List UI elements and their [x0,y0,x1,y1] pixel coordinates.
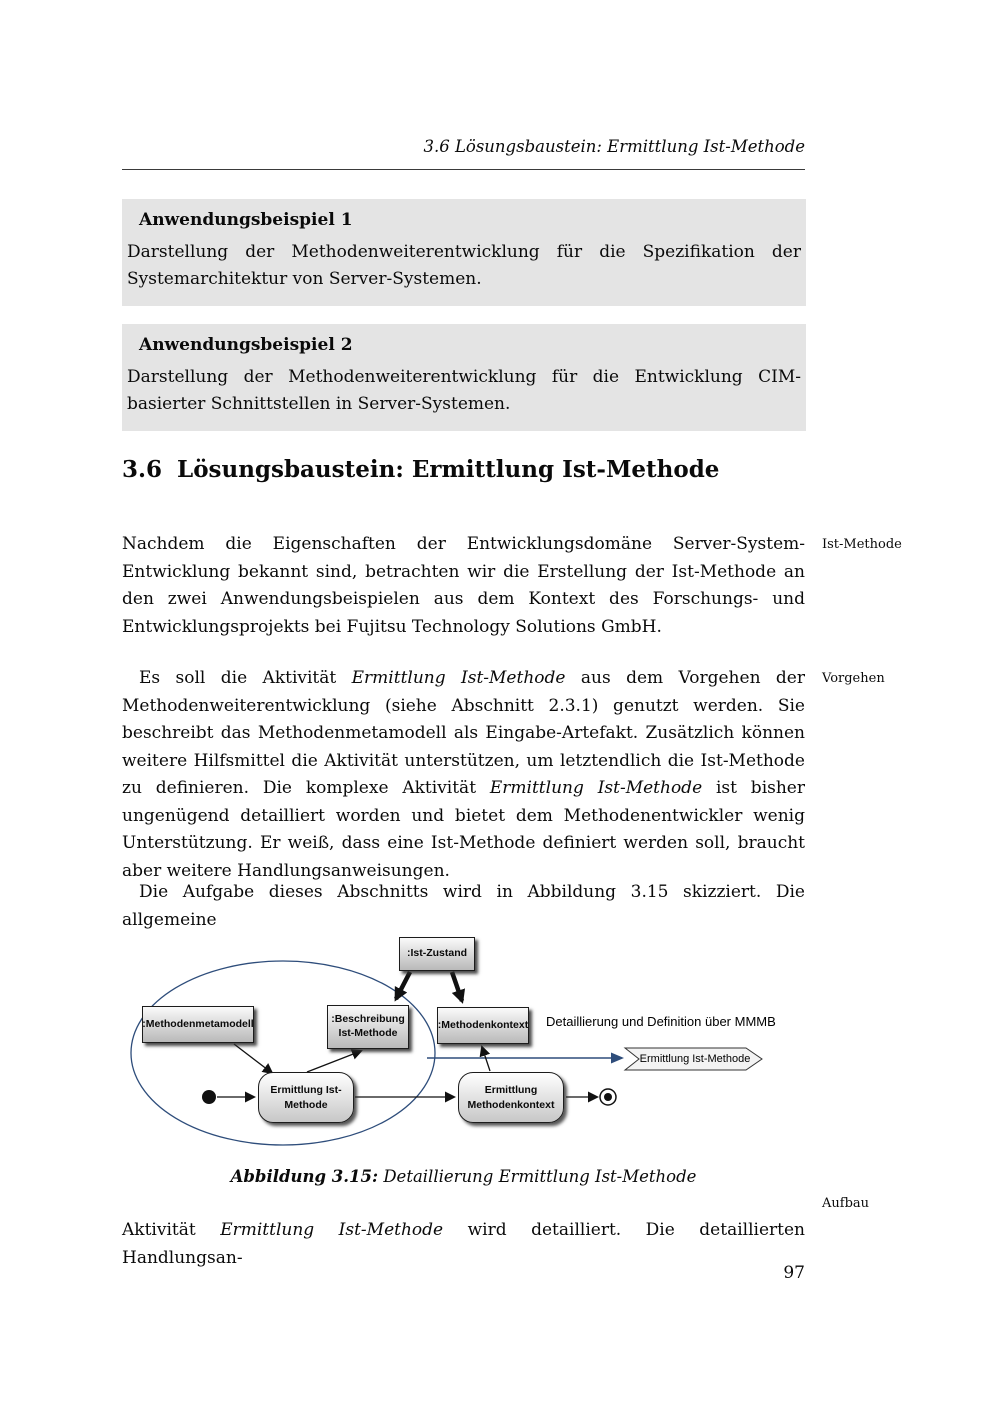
object-methodenkontext: :Methodenkontext [437,1007,529,1044]
paragraph-vorgehen [122,665,805,885]
p4-text-2: wird detailliert. Die detaillierten Handlungsan- [122,1220,805,1268]
diagram-annotation: Detaillierung und Definition über MMMB [546,1014,776,1029]
paragraph-ist-methode: Nachdem die Eigenschaften der Entwicklungsdomäne Server-System-Entwicklung bekannt sind, betrachten wir die Erstellung der Ist-Methode an den zwei Anwendungsbeispielen aus dem Kontext des Forschungs- und Entwicklungsprojekts bei Fujitsu Technology Solutions GmbH. [122,534,805,637]
p4-italic: Ermittlung Ist-Methode [220,1220,444,1240]
figure-caption [122,1167,805,1186]
example-1-body: Darstellung der Methodenweiterentwicklung für die Spezifikation der Systemarchitektur von Server-Systemen. [127,242,801,289]
flow-istzustand-methodenkontext [452,972,462,1001]
margin-note-vorgehen: Vorgehen [822,671,885,686]
section-number: 3.6 [122,456,163,483]
figure-diagram [122,925,805,1170]
example-box-2 [122,324,806,431]
p2-text-2: aus dem Vorgehen der Methodenweiterentwicklung (siehe Abschnitt 2.3.1) genutzt werden. Sie beschreibt das Methodenmetamodell als Eingabe-Artefakt. Zusätzlich können weitere Hilfsmittel die Aktivität unterstützen, um letztendlich die Ist-Methode zu definieren. Die komplexe Aktivität [122,668,805,798]
margin-note-ist-methode: Ist-Methode [822,537,902,552]
p4-text: Aktivität [122,1220,221,1240]
object-ist-zustand: :Ist-Zustand [399,937,475,971]
activity-ermittlung-ist-methode: Ermittlung Ist-Methode [258,1072,354,1123]
margin-note-aufbau: Aufbau [822,1196,870,1211]
figure-caption-text: Detaillierung Ermittlung Ist-Methode [378,1167,697,1186]
example-box-1 [122,199,806,306]
page-number: 97 [783,1263,805,1283]
flow-activity2-methodenkontext [482,1047,490,1071]
initial-node [202,1090,216,1104]
example-1-title: Anwendungsbeispiel 1 [139,210,353,230]
p2-italic-2: Ermittlung Ist-Methode [489,778,703,798]
paragraph-aufgabe: Die Aufgabe dieses Abschnitts wird in Abbildung 3.15 skizziert. Die allgemeine [122,882,805,930]
flow-istzustand-beschreibung [396,972,410,999]
example-2-body: Darstellung der Methodenweiterentwicklung für die Entwicklung CIM-basierter Schnittstellen in Server-Systemen. [127,367,801,414]
running-header: 3.6 Lösungsbaustein: Ermittlung Ist-Methode [423,137,805,156]
p2-text-3: ist bisher ungenügend detailliert worden und bietet dem Methodenentwickler wenig Unterstützung. Er weiß, dass eine Ist-Methode definiert werden soll, braucht aber weitere Handlungsanweisungen. [122,778,805,881]
figure-caption-label: Abbildung 3.15: [230,1167,379,1186]
p2-italic-1: Ermittlung Ist-Methode [351,668,566,688]
section-heading [122,456,805,483]
object-methodenmetamodell: :Methodenmetamodell [142,1006,254,1043]
example-2-title: Anwendungsbeispiel 2 [139,335,353,355]
p2-text: Es soll die Aktivität [139,668,352,688]
final-node-dot [604,1093,612,1101]
flow-metamodell-activity1 [234,1044,272,1073]
activity-ermittlung-methodenkontext: Ermittlung Methodenkontext [458,1072,564,1123]
section-title: Lösungsbaustein: Ermittlung Ist-Methode [177,456,720,483]
signal-label: Ermittlung Ist-Methode [639,1053,751,1065]
flow-activity1-beschreibung [307,1051,361,1072]
object-beschreibung-ist-methode: :Beschreibung Ist-Methode [327,1005,409,1049]
header-rule [122,169,805,170]
